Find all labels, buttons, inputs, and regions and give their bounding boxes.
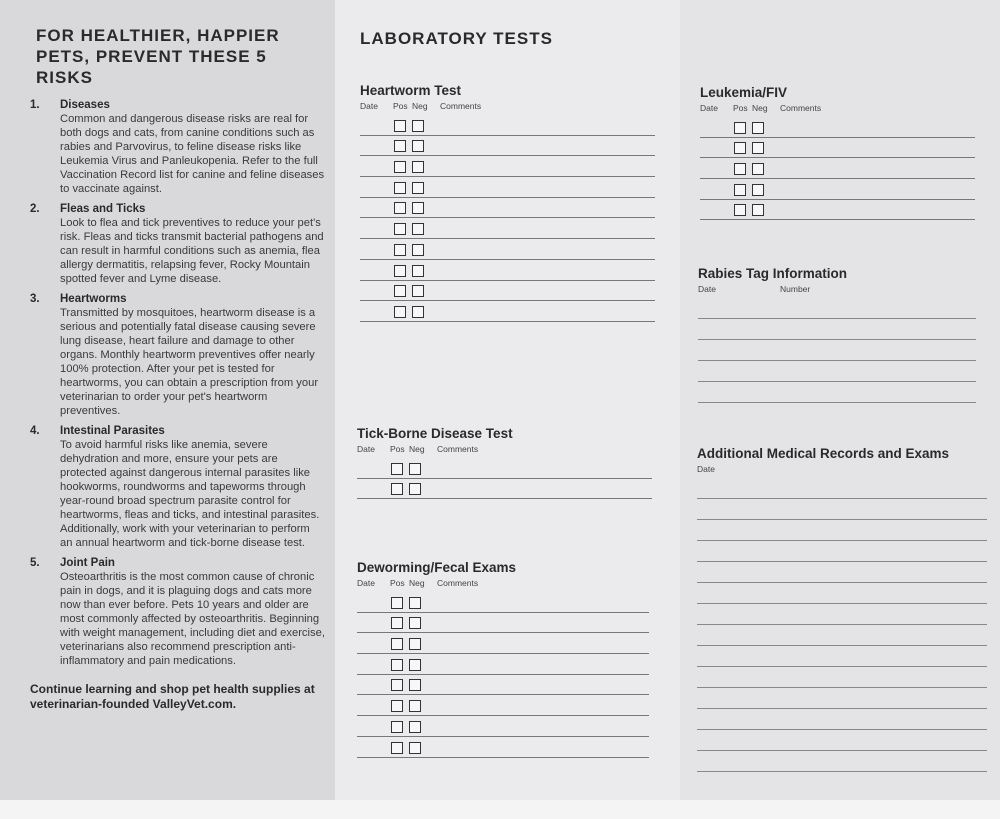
risk-item [30, 556, 325, 668]
additional-records-section [697, 445, 987, 772]
column-header-neg: Neg [752, 103, 768, 113]
neg-checkbox[interactable] [409, 483, 421, 495]
record-row[interactable] [700, 158, 975, 179]
risk-items [30, 98, 325, 674]
pos-checkbox[interactable] [734, 142, 746, 154]
column-header-number: Number [780, 284, 811, 294]
neg-checkbox[interactable] [412, 161, 424, 173]
write-in-line[interactable] [697, 520, 987, 541]
column-headers [697, 464, 987, 478]
risk-item [30, 292, 325, 418]
risk-item [30, 98, 325, 196]
column-headers [700, 103, 975, 117]
pos-checkbox[interactable] [391, 659, 403, 671]
column-header-date: Date [698, 284, 716, 294]
column-header-date: Date [357, 578, 375, 588]
column-header-neg: Neg [409, 444, 425, 454]
write-in-line[interactable] [697, 625, 987, 646]
record-row[interactable] [700, 117, 975, 138]
record-row[interactable] [360, 239, 655, 260]
column-header-neg: Neg [409, 578, 425, 588]
risk-number: 1. [30, 99, 40, 111]
record-row[interactable] [360, 198, 655, 219]
risk-title: Joint Pain [60, 557, 115, 569]
pos-checkbox[interactable] [391, 638, 403, 650]
neg-checkbox[interactable] [412, 306, 424, 318]
column-header-comments: Comments [437, 444, 479, 454]
left-title: FOR HEALTHIER, HAPPIER PETS, PREVENT THESE 5 RISKS [36, 26, 280, 87]
tick-borne-section [357, 425, 652, 499]
risk-number: 4. [30, 425, 40, 437]
section-title: Rabies Tag Information [698, 266, 848, 281]
write-in-line[interactable] [698, 319, 976, 340]
pos-checkbox[interactable] [391, 463, 403, 475]
neg-checkbox[interactable] [412, 202, 424, 214]
column-header-neg: Neg [412, 101, 428, 111]
record-row[interactable] [700, 200, 975, 221]
risk-heading [30, 292, 325, 306]
record-row[interactable] [357, 654, 649, 675]
column-header-date: Date [700, 103, 718, 113]
deworming-section [357, 559, 649, 758]
write-in-line[interactable] [697, 562, 987, 583]
write-in-line[interactable] [697, 604, 987, 625]
write-in-line[interactable] [697, 667, 987, 688]
pos-checkbox[interactable] [394, 306, 406, 318]
write-in-line[interactable] [698, 340, 976, 361]
risk-title: Intestinal Parasites [60, 425, 165, 437]
neg-checkbox[interactable] [412, 285, 424, 297]
section-title: Leukemia/FIV [700, 85, 788, 100]
record-row[interactable] [357, 458, 652, 479]
column-headers [698, 284, 976, 298]
risk-heading [30, 424, 325, 438]
pos-checkbox[interactable] [394, 120, 406, 132]
risk-item [30, 424, 325, 550]
record-row[interactable] [357, 592, 649, 613]
risk-title: Heartworms [60, 293, 127, 305]
column-headers [360, 101, 655, 115]
neg-checkbox[interactable] [409, 742, 421, 754]
heartworm-test-section [360, 82, 655, 322]
record-row[interactable] [357, 479, 652, 500]
write-in-line[interactable] [697, 688, 987, 709]
record-row[interactable] [360, 177, 655, 198]
neg-checkbox[interactable] [412, 223, 424, 235]
neg-checkbox[interactable] [409, 597, 421, 609]
middle-panel [335, 0, 680, 800]
record-row[interactable] [360, 115, 655, 136]
pos-checkbox[interactable] [734, 184, 746, 196]
record-row[interactable] [357, 675, 649, 696]
neg-checkbox[interactable] [752, 184, 764, 196]
section-title: Additional Medical Records and Exams [697, 446, 950, 461]
record-row[interactable] [360, 218, 655, 239]
column-header-comments: Comments [437, 578, 479, 588]
record-row[interactable] [357, 695, 649, 716]
column-header-pos: Pos [390, 578, 405, 588]
record-row[interactable] [357, 716, 649, 737]
pos-checkbox[interactable] [394, 140, 406, 152]
column-header-pos: Pos [390, 444, 405, 454]
record-row[interactable] [700, 179, 975, 200]
neg-checkbox[interactable] [409, 638, 421, 650]
neg-checkbox[interactable] [412, 140, 424, 152]
risk-heading [30, 202, 325, 216]
write-in-line[interactable] [697, 499, 987, 520]
risk-body: Look to flea and tick preventives to reduce your pet's risk. Fleas and ticks transmit bacterial pathogens and can result in harmful conditions such as anemia, flea allergy dermatitis, relapsing fever, Rocky Mountain spotted fever and Lyme disease. [60, 217, 324, 285]
pos-checkbox[interactable] [391, 742, 403, 754]
neg-checkbox[interactable] [412, 265, 424, 277]
risk-number: 3. [30, 293, 40, 305]
record-row[interactable] [357, 613, 649, 634]
column-header-comments: Comments [440, 101, 482, 111]
pos-checkbox[interactable] [734, 122, 746, 134]
column-headers [357, 578, 649, 592]
risk-heading [30, 98, 325, 112]
neg-checkbox[interactable] [752, 204, 764, 216]
column-headers [357, 444, 652, 458]
pos-checkbox[interactable] [391, 721, 403, 733]
column-header-pos: Pos [733, 103, 748, 113]
neg-checkbox[interactable] [409, 679, 421, 691]
risk-list [30, 98, 325, 712]
risk-heading [30, 556, 325, 570]
pos-checkbox[interactable] [394, 223, 406, 235]
write-in-line[interactable] [698, 361, 976, 382]
pos-checkbox[interactable] [394, 265, 406, 277]
write-in-line[interactable] [697, 751, 987, 772]
pos-checkbox[interactable] [734, 163, 746, 175]
neg-checkbox[interactable] [409, 659, 421, 671]
risk-body: Osteoarthritis is the most common cause of chronic pain in dogs, and it is plaguing dogs and cats more now than ever before. Pets 10 years and older are most commonly affected by osteoarthritis. Beginning with weight management, including diet and exercise, veterinarians also recommend prescription anti-inflammatory and pain medications. [60, 571, 325, 667]
risk-body: Transmitted by mosquitoes, heartworm disease is a serious and potentially fatal disease causing severe lung disease, heart failure and damage to other organs. Monthly heartworm preventives offer nearly 100% protection. After your pet is tested for heartworms, you can obtain a prescription from your veterinarian to order your pet's heartworm preventives. [60, 307, 319, 417]
record-row[interactable] [360, 301, 655, 322]
neg-checkbox[interactable] [752, 122, 764, 134]
neg-checkbox[interactable] [752, 163, 764, 175]
section-title: Deworming/Fecal Exams [357, 560, 517, 575]
write-in-line[interactable] [697, 478, 987, 499]
neg-checkbox[interactable] [412, 244, 424, 256]
record-row[interactable] [700, 138, 975, 159]
lab-tests-title: LABORATORY TESTS [360, 29, 553, 48]
record-row[interactable] [360, 136, 655, 157]
write-in-line[interactable] [698, 382, 976, 403]
section-title: Tick-Borne Disease Test [357, 426, 513, 441]
risk-title: Fleas and Ticks [60, 203, 146, 215]
risk-number: 2. [30, 203, 40, 215]
write-in-line[interactable] [697, 541, 987, 562]
rabies-section [698, 265, 976, 403]
write-in-line[interactable] [697, 730, 987, 751]
write-in-line[interactable] [697, 646, 987, 667]
cta-text: Continue learning and shop pet health supplies at veterinarian-founded ValleyVet.com. [30, 682, 315, 711]
pos-checkbox[interactable] [391, 483, 403, 495]
neg-checkbox[interactable] [412, 182, 424, 194]
neg-checkbox[interactable] [409, 700, 421, 712]
pos-checkbox[interactable] [394, 244, 406, 256]
risk-item [30, 202, 325, 286]
left-panel [0, 0, 335, 800]
column-header-comments: Comments [780, 103, 822, 113]
column-header-date: Date [357, 444, 375, 454]
pos-checkbox[interactable] [394, 161, 406, 173]
column-header-date: Date [360, 101, 378, 111]
pos-checkbox[interactable] [391, 700, 403, 712]
risk-title: Diseases [60, 99, 110, 111]
pos-checkbox[interactable] [394, 285, 406, 297]
risk-number: 5. [30, 557, 40, 569]
record-row[interactable] [360, 281, 655, 302]
neg-checkbox[interactable] [409, 617, 421, 629]
neg-checkbox[interactable] [752, 142, 764, 154]
pos-checkbox[interactable] [734, 204, 746, 216]
section-title: Heartworm Test [360, 83, 462, 98]
pos-checkbox[interactable] [394, 202, 406, 214]
record-row[interactable] [357, 633, 649, 654]
right-panel [680, 0, 1000, 800]
neg-checkbox[interactable] [409, 721, 421, 733]
pos-checkbox[interactable] [391, 617, 403, 629]
pos-checkbox[interactable] [391, 597, 403, 609]
write-in-line[interactable] [697, 583, 987, 604]
record-row[interactable] [357, 737, 649, 758]
column-header-date: Date [697, 464, 715, 474]
column-header-pos: Pos [393, 101, 408, 111]
record-row[interactable] [360, 260, 655, 281]
risk-body: Common and dangerous disease risks are real for both dogs and cats, from canine conditions such as rabies and Parvovirus, to feline disease risks like Leukemia Virus and Panleukopenia. Refer to the full Vaccination Record list for canine and feline diseases to vaccinate against. [60, 113, 325, 195]
record-row[interactable] [360, 156, 655, 177]
pos-checkbox[interactable] [394, 182, 406, 194]
write-in-line[interactable] [697, 709, 987, 730]
pos-checkbox[interactable] [391, 679, 403, 691]
neg-checkbox[interactable] [409, 463, 421, 475]
leukemia-section [700, 84, 975, 220]
risk-body: To avoid harmful risks like anemia, severe dehydration and more, ensure your pets are protected against dangerous internal parasites like hookworms, roundworms and tapeworms through year-round broad spectrum parasite control for heartworms, fleas and ticks, and intestinal parasites. Additionally, work with your veterinarian to perform an annual heartworm and tick-borne disease test. [60, 439, 320, 549]
write-in-line[interactable] [698, 298, 976, 319]
neg-checkbox[interactable] [412, 120, 424, 132]
